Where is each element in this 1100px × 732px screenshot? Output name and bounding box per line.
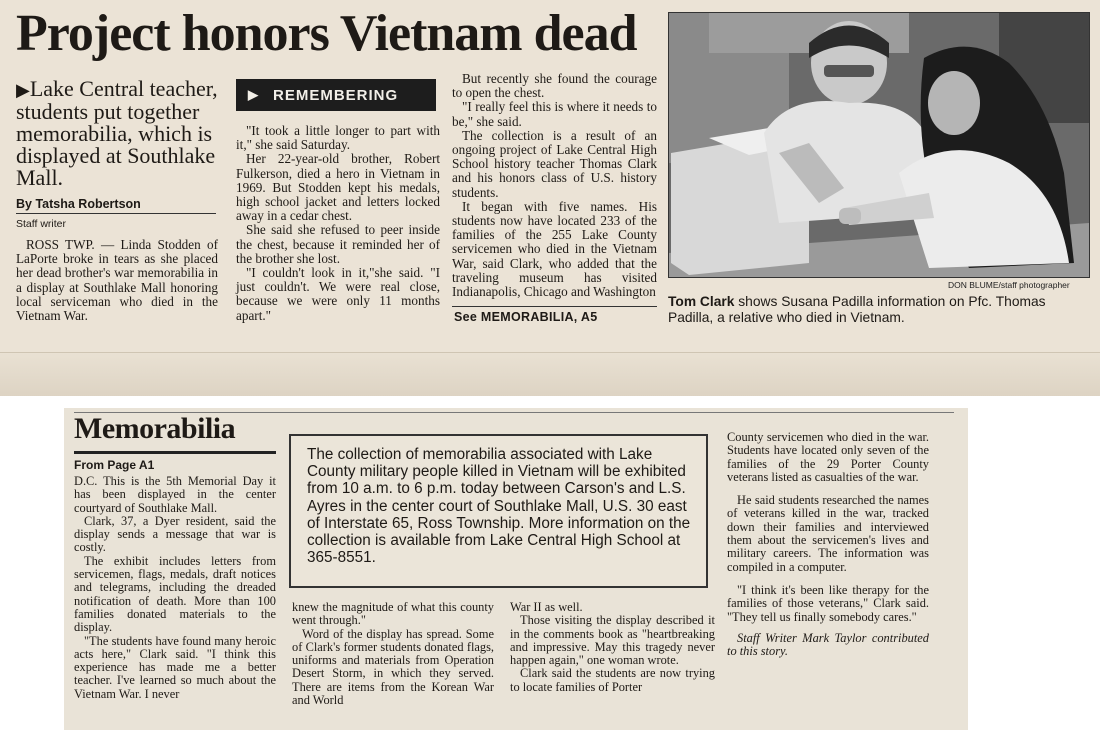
deck	[16, 78, 221, 189]
caption-name: Tom Clark	[668, 294, 735, 309]
caption-text: shows Susana Padilla information on Pfc. Thomas Padilla, a relative who died in Vietnam.	[668, 294, 1046, 325]
jump-rule	[452, 306, 657, 307]
paragraph: War II as well.	[510, 600, 583, 614]
article-column-1	[16, 238, 218, 323]
jump-headline-rule	[74, 451, 276, 454]
paragraph: Clark, 37, a Dyer resident, said the display sends a message that war is costly.	[74, 513, 276, 555]
byline-role: Staff writer	[16, 218, 66, 230]
paragraph: "I think it's been like therapy for the families of those veterans," Clark said. "They tell us finally somebody cares."	[727, 582, 929, 624]
jump-column-4	[727, 431, 929, 658]
paragraph: Her 22-year-old brother, Robert Fulkerson, died a hero in Vietnam in 1969. But Stodden kept his medals, high school jacket and letters locked away in a cedar chest.	[236, 151, 440, 224]
paragraph: The collection is a result of an ongoing project of Lake Central High School history teacher Thomas Clark and his honors class of U.S. history students.	[452, 127, 657, 200]
deck-text: Lake Central teacher, students put together memorabilia, which is displayed at Southlake Mall.	[16, 76, 218, 190]
jump-column-2	[292, 601, 494, 707]
jump-line: See MEMORABILIA, A5	[454, 310, 598, 324]
article-column-2	[236, 124, 440, 323]
paper-fold-strip	[0, 352, 1100, 396]
byline-rule	[16, 213, 216, 214]
article-column-3	[452, 72, 657, 299]
jump-column-1	[74, 475, 276, 701]
paragraph: The exhibit includes letters from servicemen, flags, medals, draft notices and telegrams, including the dreaded notification of death. More than 100 families donated materials to the display.	[74, 553, 276, 635]
jump-column-3	[510, 601, 715, 694]
jump-headline: Memorabilia	[74, 412, 236, 445]
photo-credit: DON BLUME/staff photographer	[948, 280, 1070, 290]
paragraph: It began with five names. His students now have located 233 of the families of the 255 Lake County servicemen who died in the Vietnam War, said Clark, who added that the traveling museum has visited Indianapolis, Chicago and Washington	[452, 198, 657, 300]
paragraph: County servicemen who died in the war. Students have located only seven of the families of the 29 Porter County veterans listed as casualties of the war.	[727, 430, 929, 484]
paragraph: ROSS TWP. — Linda Stodden of LaPorte broke in tears as she placed her dead brother's war memorabilia in a display at Southlake Mall honoring local serviceman who died in the Vietnam War.	[16, 237, 218, 324]
paragraph: knew the magnitude of what this county went through."	[292, 600, 494, 628]
headline: Project honors Vietnam dead	[16, 5, 637, 62]
boxed-notice: The collection of memorabilia associated with Lake County military people killed in Vietnam will be exhibited from 10 a.m. to 6 p.m. today between Carson's and L.S. Ayres in the center court of Southlake Mall, U.S. 30 east of Interstate 65, Ross Township. More information on the collection is available from Lake Central High School at 365-8551.	[289, 434, 708, 588]
news-photo	[668, 12, 1090, 278]
paragraph: "It took a little longer to part with it," she said Saturday.	[236, 123, 440, 153]
clipping-jump-page	[64, 408, 968, 730]
paragraph: D.C. This is the 5th Memorial Day it has been displayed in the center courtyard of Southlake Mall.	[74, 474, 276, 515]
paragraph: She said she refused to peer inside the chest, because it reminded her of the brother she lost.	[236, 222, 440, 266]
paragraph: "The students have found many heroic acts here," Clark said. "I think this experience has made me a better teacher. I've learned so much about the Vietnam War. I never	[74, 633, 276, 701]
paragraph: But recently she found the courage to open the chest.	[452, 71, 657, 101]
paragraph: Word of the display has spread. Some of Clark's former students donated flags, uniforms and materials from Operation Desert Storm, in which they served. There are items from the Korean War and World	[292, 626, 494, 708]
contributor-note: Staff Writer Mark Taylor contributed to this story.	[727, 630, 929, 659]
section-tag-label: REMEMBERING	[273, 86, 399, 104]
byline: By Tatsha Robertson	[16, 197, 141, 211]
play-triangle-icon: ▶	[248, 87, 259, 102]
paragraph: "I really feel this is where it needs to be," she said.	[452, 99, 657, 129]
paragraph: Clark said the students are now trying to locate families of Porter	[510, 666, 715, 694]
section-tag	[236, 79, 436, 111]
paragraph: Those visiting the display described it in the comments book as "heartbreaking and impressive. May this tragedy never happen again," one woman wrote.	[510, 613, 715, 668]
photo-caption	[668, 294, 1088, 326]
paragraph: "I couldn't look in it,"she said. "I just couldn't. We were real close, because we were only 11 months apart."	[236, 265, 440, 323]
from-page-label: From Page A1	[74, 458, 155, 472]
right-triangle-icon: ▶	[16, 80, 30, 100]
photo-illustration	[669, 13, 1089, 277]
paragraph: He said students researched the names of veterans killed in the war, tracked down their families and interviewed them about the servicemen's lives and military careers. The information was compiled in a computer.	[727, 493, 929, 574]
